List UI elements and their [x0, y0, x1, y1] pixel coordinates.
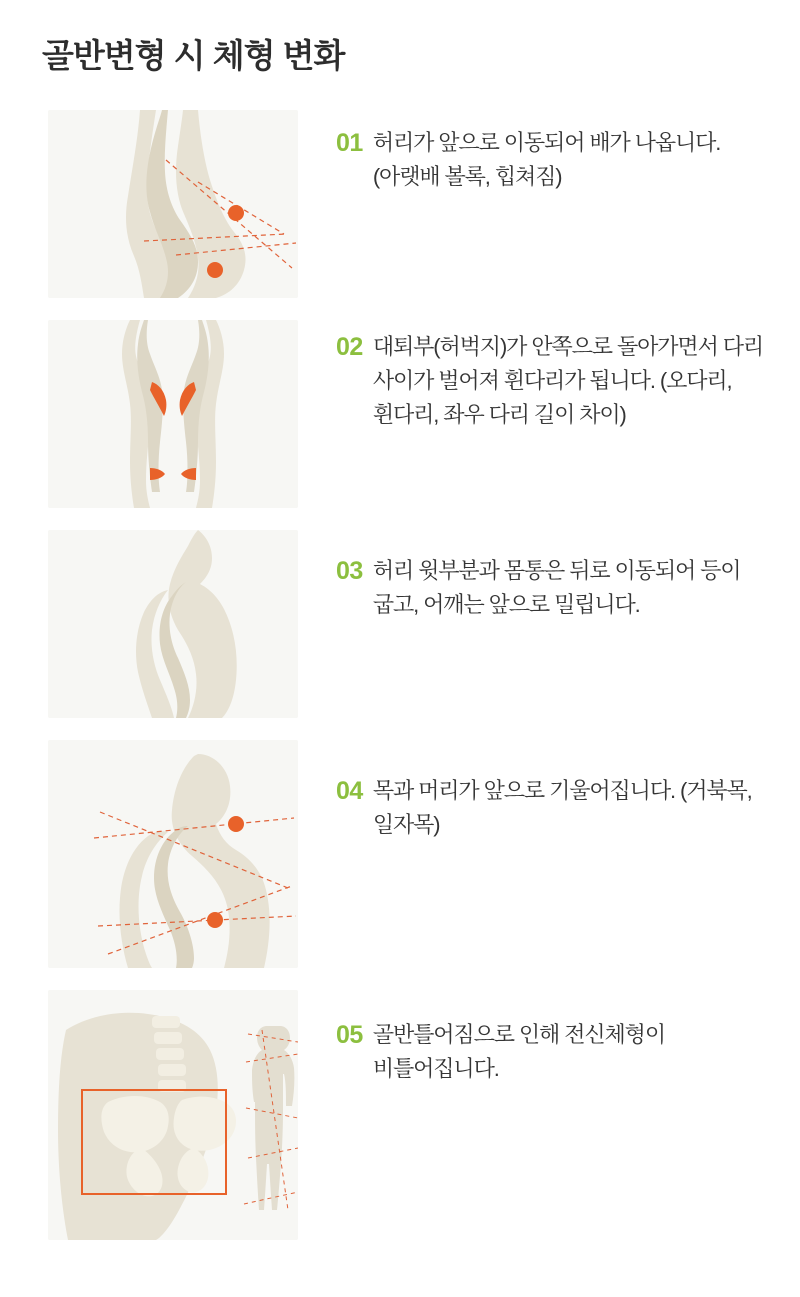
illustration-4 — [48, 740, 298, 968]
item-description: 골반틀어짐으로 인해 전신체형이 비틀어집니다. — [372, 1022, 665, 1081]
marker-dot — [228, 816, 244, 832]
item-number: 02 — [336, 333, 363, 361]
item-number: 05 — [336, 1021, 363, 1049]
list-item — [0, 530, 800, 718]
marker-dot — [228, 205, 244, 221]
list-item — [0, 740, 800, 968]
illustration-2 — [48, 320, 298, 508]
list-item — [0, 990, 800, 1240]
item-description: 허리가 앞으로 이동되어 배가 나옵니다. (아랫배 볼록, 힙쳐짐) — [372, 130, 721, 189]
item-text-2 — [298, 320, 800, 432]
item-text-5 — [298, 990, 800, 1086]
list-item — [0, 320, 800, 508]
illustration-5 — [48, 990, 298, 1240]
item-number: 01 — [336, 129, 363, 157]
side-torso-pelvis-icon — [48, 110, 298, 298]
item-description: 목과 머리가 앞으로 기울어집니다. (거북목, 일자목) — [372, 778, 752, 837]
item-text-1 — [298, 110, 800, 194]
page-title: 골반변형 시 체형 변화 — [42, 37, 345, 74]
marker-dot — [207, 912, 223, 928]
marker-dot — [207, 262, 223, 278]
illustration-3 — [48, 530, 298, 718]
item-description: 대퇴부(허벅지)가 안쪽으로 돌아가면서 다리 사이가 벌어져 휜다리가 됩니다. (오다리, 휜다리, 좌우 다리 길이 차이) — [372, 334, 764, 427]
item-list — [0, 110, 800, 1262]
item-text-4 — [298, 740, 800, 842]
item-text-3 — [298, 530, 800, 622]
item-number: 03 — [336, 557, 363, 585]
item-number: 04 — [336, 777, 363, 805]
illustration-1 — [48, 110, 298, 298]
pelvis-xray-icon — [48, 990, 298, 1240]
list-item — [0, 110, 800, 298]
side-forward-head-icon — [48, 740, 298, 968]
side-rounded-back-icon — [48, 530, 298, 718]
front-legs-bowleg-icon — [48, 320, 298, 508]
item-description: 허리 윗부분과 몸통은 뒤로 이동되어 등이 굽고, 어깨는 앞으로 밀립니다. — [372, 558, 741, 617]
